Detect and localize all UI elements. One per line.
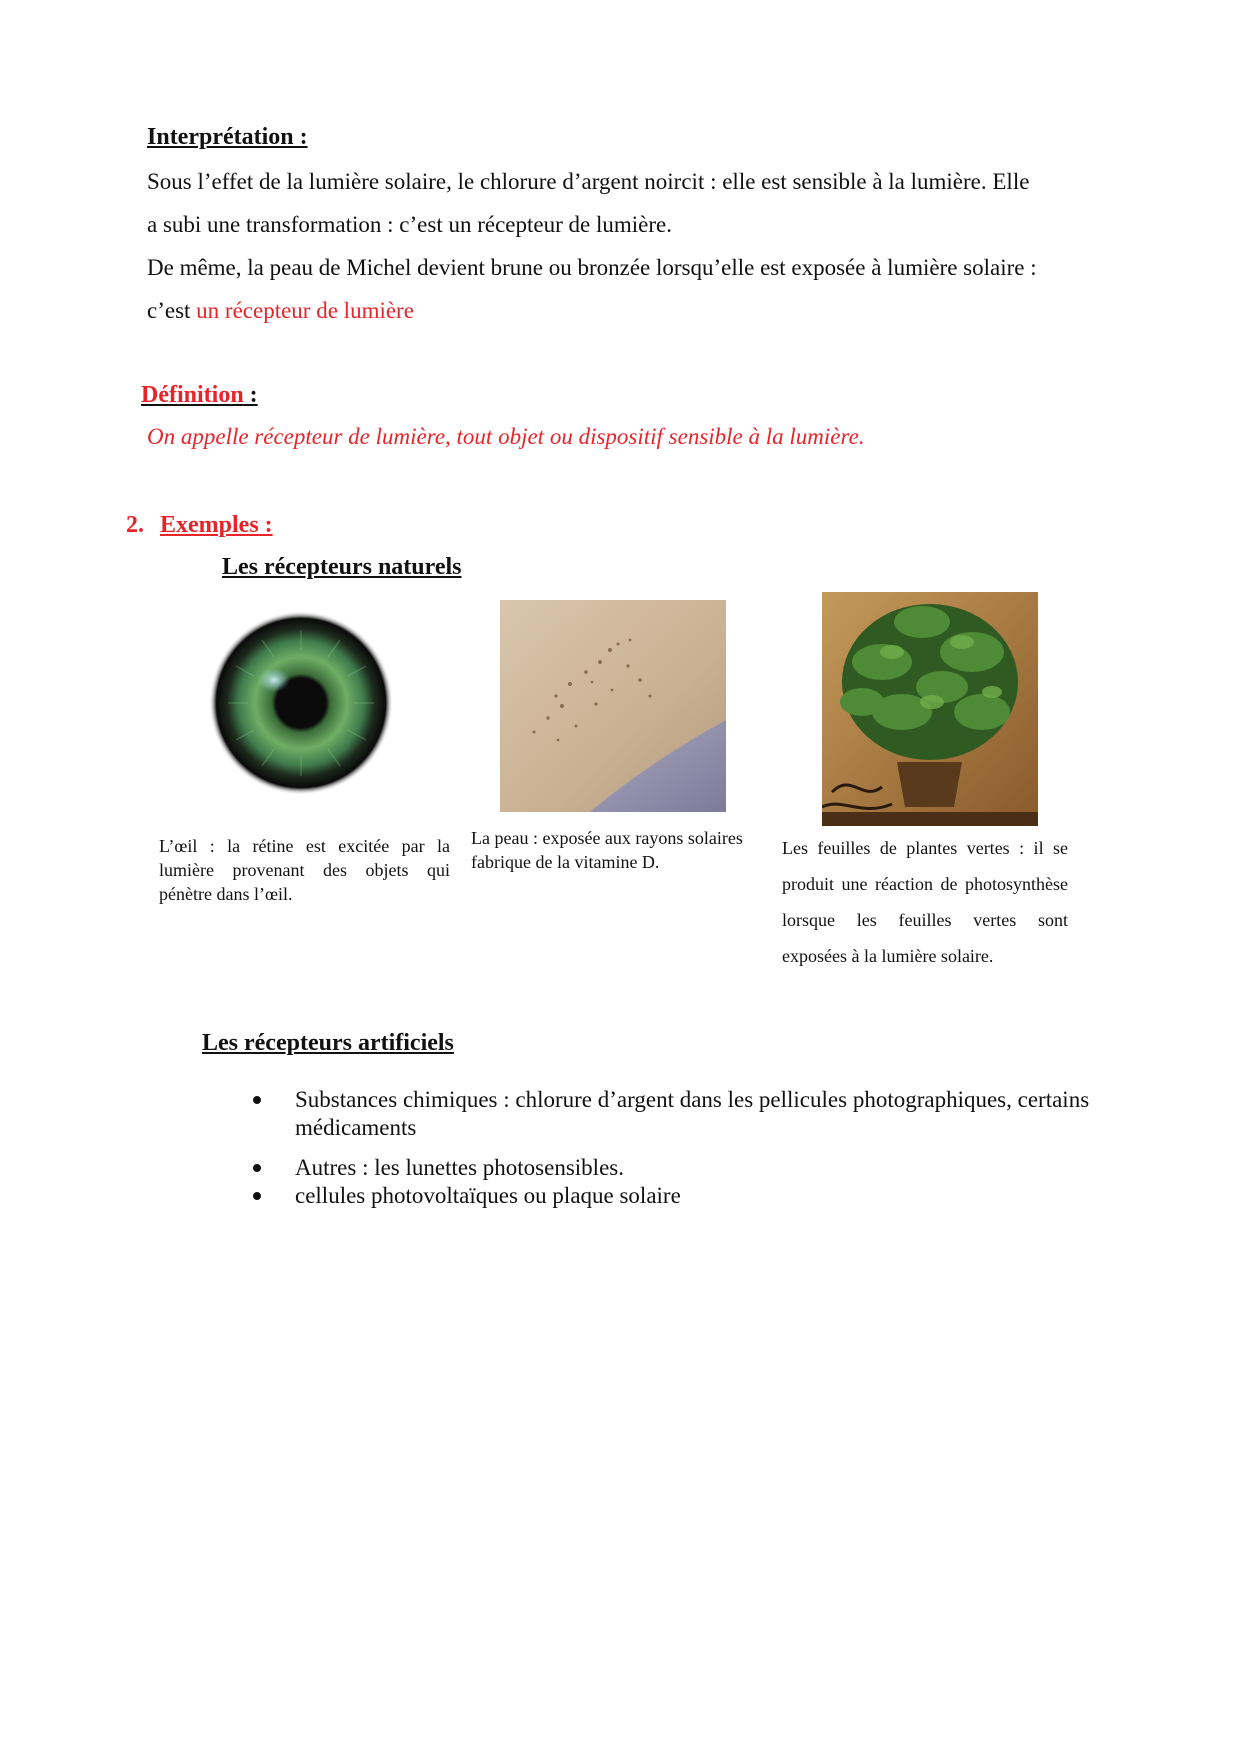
artificial-receptors-heading: Les récepteurs artificiels — [202, 1030, 454, 1056]
list-item: Autres : les lunettes photosensibles. — [251, 1154, 1091, 1182]
plant-caption: Les feuilles de plantes vertes : il se produit une réaction de photosynthèse lorsque les feuilles vertes sont exposées à la lumière solaire. — [782, 838, 1068, 966]
artificial-receptors-list — [251, 1086, 1091, 1210]
skin-caption: La peau : exposée aux rayons solaires fabrique de la vitamine D. — [471, 828, 743, 872]
skin-image — [500, 600, 726, 812]
eye-caption: L’œil : la rétine est excitée par la lumière provenant des objets qui pénètre dans l’œil. — [159, 836, 450, 904]
list-item: cellules photovoltaïques ou plaque solaire — [251, 1182, 1091, 1210]
definition-text: On appelle récepteur de lumière, tout objet ou dispositif sensible à la lumière. — [147, 424, 865, 449]
interpretation-line-3: De même, la peau de Michel devient brune ou bronzée lorsqu’elle est exposée à lumière solaire : — [147, 255, 1037, 280]
examples-number: 2. — [126, 512, 144, 538]
eye-image — [208, 610, 394, 796]
interpretation-line-2: a subi une transformation : c’est un récepteur de lumière. — [147, 212, 672, 237]
interpretation-heading: Interprétation : — [147, 124, 308, 150]
interpretation-line-4 — [147, 289, 1097, 332]
definition-heading — [141, 382, 258, 409]
natural-receptors-heading: Les récepteurs naturels — [222, 554, 462, 580]
skin-icon — [500, 600, 726, 812]
interpretation-paragraph — [147, 160, 1097, 332]
list-item: Substances chimiques : chlorure d’argent dans les pellicules photographiques, certains médicaments — [251, 1086, 1091, 1142]
eye-iris-icon — [208, 610, 394, 796]
examples-heading — [126, 512, 273, 539]
definition-heading-word: Définition — [141, 382, 244, 408]
definition-heading-colon: : — [243, 382, 258, 408]
plant-icon — [822, 592, 1038, 826]
interpretation-highlight: un récepteur de lumière — [196, 298, 414, 323]
interpretation-line-4-prefix: c’est — [147, 298, 197, 323]
plant-image — [822, 592, 1038, 826]
examples-title: Exemples : — [160, 512, 273, 538]
interpretation-line-1: Sous l’effet de la lumière solaire, le chlorure d’argent noircit : elle est sensible à la lumière. Elle — [147, 169, 1030, 194]
